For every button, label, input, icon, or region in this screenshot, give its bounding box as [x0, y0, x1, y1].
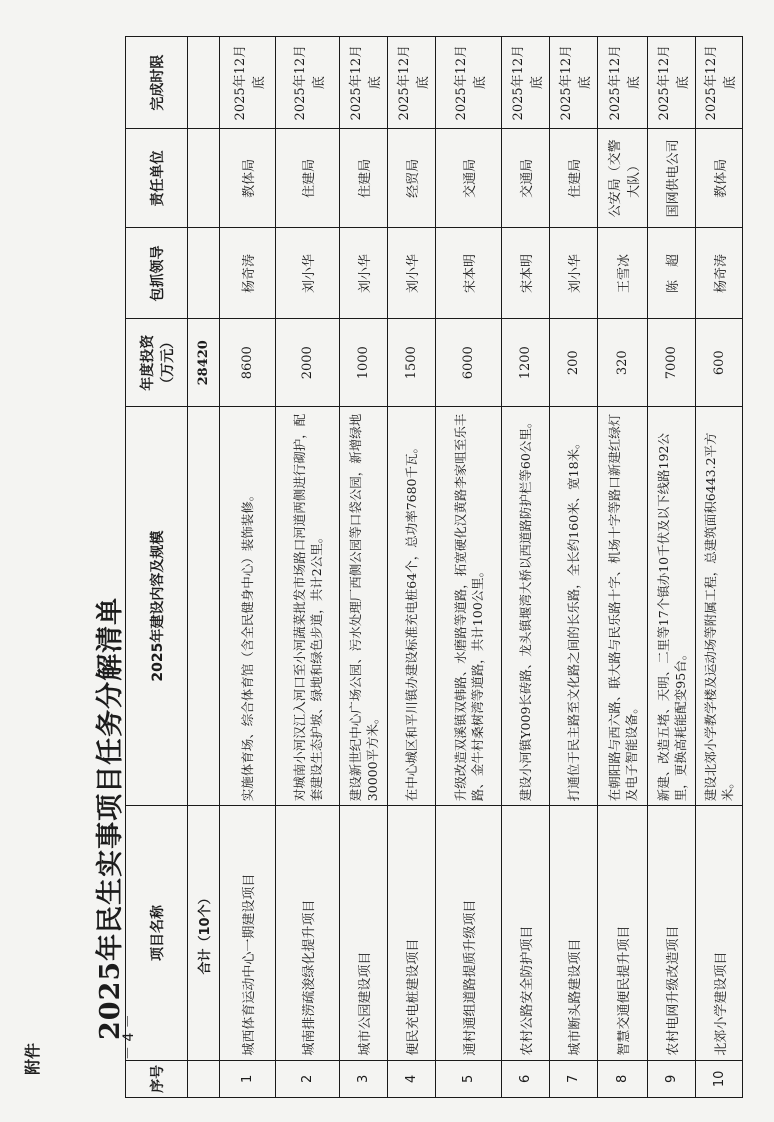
header-leader: 包抓领导	[126, 228, 188, 319]
row-no: 5	[436, 1060, 502, 1097]
page-title: 2025年民生实事项目任务分解清单	[95, 596, 126, 1040]
row-name: 城市断头路建设项目	[550, 806, 598, 1060]
header-no: 序号	[126, 1060, 188, 1097]
row-unit: 住建局	[276, 129, 340, 228]
row-deadline: 2025年12月底	[276, 37, 340, 129]
row-no: 4	[388, 1060, 436, 1097]
row-leader: 刘小华	[388, 228, 436, 319]
row-leader: 王雪冰	[598, 228, 648, 319]
row-unit: 住建局	[340, 129, 388, 228]
row-name: 农村电网升级改造项目	[648, 806, 696, 1060]
header-content: 2025年建设内容及规模	[126, 407, 188, 806]
table-row	[502, 37, 550, 1098]
row-investment: 8600	[220, 319, 276, 407]
table-row	[648, 37, 696, 1098]
table-row	[276, 37, 340, 1098]
row-deadline: 2025年12月底	[436, 37, 502, 129]
header-investment: 年度投资（万元）	[126, 319, 188, 407]
row-content: 打通位于民主路至文化路之间的长乐路，全长约160米、宽18米。	[550, 407, 598, 806]
row-no: 7	[550, 1060, 598, 1097]
total-label: 合计（10个）	[188, 806, 220, 1060]
row-deadline: 2025年12月底	[340, 37, 388, 129]
row-name: 农村公路安全防护项目	[502, 806, 550, 1060]
row-no: 1	[220, 1060, 276, 1097]
row-unit: 国网供电公司	[648, 129, 696, 228]
row-unit: 交通局	[502, 129, 550, 228]
total-no	[188, 1060, 220, 1097]
row-deadline: 2025年12月底	[696, 37, 743, 129]
total-deadline	[188, 37, 220, 129]
total-unit	[188, 129, 220, 228]
row-leader: 杨奇涛	[220, 228, 276, 319]
header-unit: 责任单位	[126, 129, 188, 228]
row-deadline: 2025年12月底	[648, 37, 696, 129]
row-no: 8	[598, 1060, 648, 1097]
row-deadline: 2025年12月底	[220, 37, 276, 129]
row-no: 2	[276, 1060, 340, 1097]
row-unit: 公安局（交警大队）	[598, 129, 648, 228]
row-content: 对城南小河汉江入河口至小河蔬菜批发市场路口河道两侧进行砌护，配套建设生态护坡、绿地和绿色步道，共计2公里。	[276, 407, 340, 806]
row-deadline: 2025年12月底	[502, 37, 550, 129]
total-investment: 28420	[188, 319, 220, 407]
row-unit: 住建局	[550, 129, 598, 228]
row-content: 新建、改造五堵、天明、二里等17个镇办10千伏及以下线路192公里，更换高耗能配变95台。	[648, 407, 696, 806]
row-leader: 杨奇涛	[696, 228, 743, 319]
row-content: 在中心城区和平川镇办建设标准充电桩64个，总功率7680千瓦。	[388, 407, 436, 806]
row-name: 智慧交通便民提升项目	[598, 806, 648, 1060]
row-leader: 刘小华	[276, 228, 340, 319]
task-table	[125, 36, 743, 1098]
row-deadline: 2025年12月底	[598, 37, 648, 129]
attachment-label: 附件	[23, 1042, 42, 1075]
table-row	[550, 37, 598, 1098]
row-investment: 320	[598, 319, 648, 407]
row-investment: 1500	[388, 319, 436, 407]
row-content: 在朝阳路与西六路、联大路与民乐路十字、机场十字等路口新建红绿灯及电子智能设备。	[598, 407, 648, 806]
row-no: 6	[502, 1060, 550, 1097]
row-content: 建设北郊小学教学楼及运动场等附属工程，总建筑面积6443.2平方米。	[696, 407, 743, 806]
row-content: 实施体育场、综合体育馆（含全民健身中心）装饰装修。	[220, 407, 276, 806]
row-investment: 1000	[340, 319, 388, 407]
row-content: 建设新世纪中心广场公园、污水处理厂西侧公园等口袋公园，新增绿地30000平方米。	[340, 407, 388, 806]
table-row	[388, 37, 436, 1098]
row-deadline: 2025年12月底	[388, 37, 436, 129]
row-name: 通村通组道路提质升级项目	[436, 806, 502, 1060]
row-name: 北郊小学建设项目	[696, 806, 743, 1060]
row-investment: 2000	[276, 319, 340, 407]
total-content	[188, 407, 220, 806]
row-unit: 教体局	[696, 129, 743, 228]
table-header-row	[126, 37, 188, 1098]
row-investment: 200	[550, 319, 598, 407]
row-investment: 600	[696, 319, 743, 407]
page-number: － 4 －	[121, 1014, 137, 1060]
row-name: 便民充电桩建设项目	[388, 806, 436, 1060]
row-no: 9	[648, 1060, 696, 1097]
table-row	[220, 37, 276, 1098]
row-content: 升级改造双溪镇双韩路、水磨路等道路，拓宽硬化汉黄路李家咀至乐丰路、金牛村桑树湾等道路，共计100公里。	[436, 407, 502, 806]
row-leader: 宋本明	[436, 228, 502, 319]
table-row	[436, 37, 502, 1098]
row-leader: 刘小华	[340, 228, 388, 319]
row-unit: 经贸局	[388, 129, 436, 228]
row-no: 3	[340, 1060, 388, 1097]
row-no: 10	[696, 1060, 743, 1097]
header-name: 项目名称	[126, 806, 188, 1060]
row-deadline: 2025年12月底	[550, 37, 598, 129]
table-row	[696, 37, 743, 1098]
total-row	[188, 37, 220, 1098]
row-investment: 7000	[648, 319, 696, 407]
row-investment: 1200	[502, 319, 550, 407]
row-leader: 宋本明	[502, 228, 550, 319]
total-leader	[188, 228, 220, 319]
row-investment: 6000	[436, 319, 502, 407]
row-name: 城市公园建设项目	[340, 806, 388, 1060]
row-unit: 教体局	[220, 129, 276, 228]
task-table-container	[125, 36, 738, 1098]
header-deadline: 完成时限	[126, 37, 188, 129]
table-row	[340, 37, 388, 1098]
row-leader: 刘小华	[550, 228, 598, 319]
row-unit: 交通局	[436, 129, 502, 228]
table-row	[598, 37, 648, 1098]
row-name: 城西体育运动中心一期建设项目	[220, 806, 276, 1060]
row-content: 建设小河镇Y009长砖路、龙头镇堰湾大桥以西道路防护栏等60公里。	[502, 407, 550, 806]
row-name: 城南排涝疏浚绿化提升项目	[276, 806, 340, 1060]
row-leader: 陈 超	[648, 228, 696, 319]
